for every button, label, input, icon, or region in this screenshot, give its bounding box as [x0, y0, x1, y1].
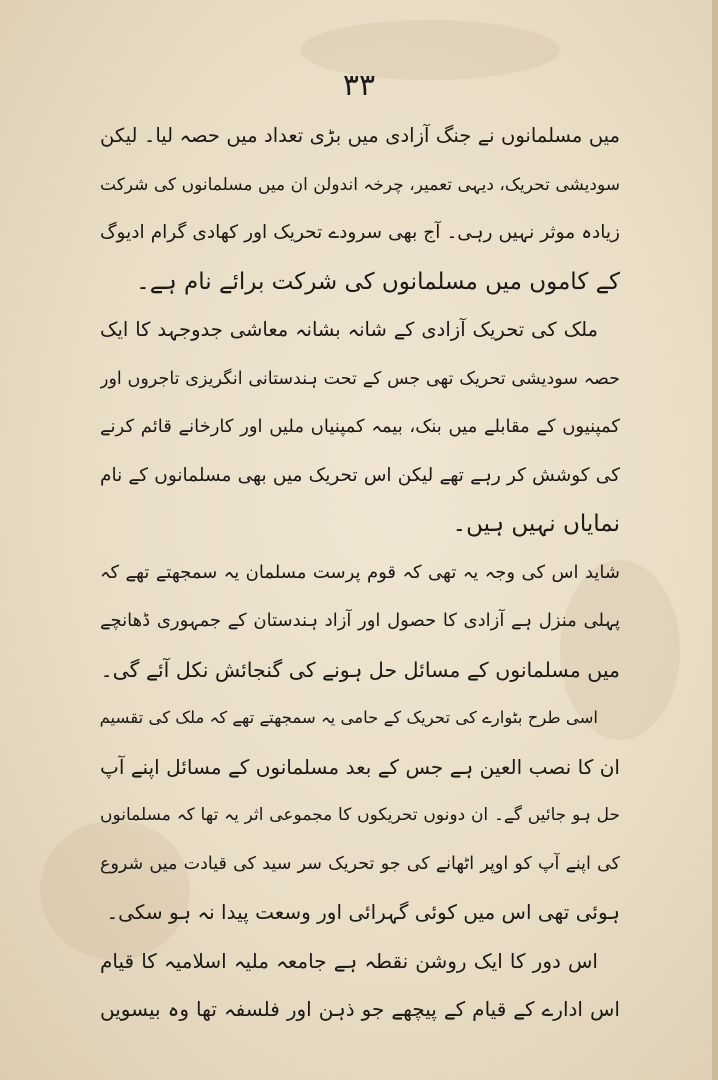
text-line: ہوئی تھی اس میں کوئی گہرائی اور وسعت پیدا نہ ہو سکی۔	[106, 900, 620, 924]
page-number: ۳۳	[342, 68, 376, 103]
text-line: اس ادارے کے قیام کے پیچھے جو ذہن اور فلسفہ تھا وہ بیسویں	[100, 997, 620, 1021]
text-line: حل ہو جائیں گے۔ ان دونوں تحریکوں کا مجموعی اثر یہ تھا کہ مسلمانوں	[100, 805, 620, 825]
body-text	[100, 112, 620, 1034]
text-line: اس دور کا ایک روشن نقطہ ہے جامعہ ملیہ اسلامیہ کا قیام	[100, 948, 598, 973]
text-line: میں مسلمانوں کے مسائل حل ہونے کی گنجائش نکل آئے گی۔	[100, 657, 620, 682]
text-line: پہلی منزل ہے آزادی کا حصول اور آزاد ہندستان کے جمہوری ڈھانچے	[100, 610, 620, 631]
text-line: کمپنیوں کے مقابلے میں بنک، بیمہ کمپنیاں ملیں اور کارخانے قائم کرنے	[100, 416, 620, 437]
text-line: شاید اس کی وجہ یہ تھی کہ قوم پرست مسلمان یہ سمجھتے تھے کہ	[100, 561, 620, 583]
text-line: سودیشی تحریک، دیہی تعمیر، چرخہ اندولن ان میں مسلمانوں کی شرکت	[100, 174, 620, 195]
text-line: میں مسلمانوں نے جنگ آزادی میں بڑی تعداد میں حصہ لیا۔ لیکن	[100, 124, 620, 147]
text-line: کی اپنے آپ کو اوپر اٹھانے کی جو تحریک سر سید کی قیادت میں شروع	[100, 853, 620, 874]
text-line: ملک کی تحریک آزادی کے شانہ بشانہ معاشی جدوجہد کا ایک	[100, 318, 598, 341]
text-line: اسی طرح بٹوارے کی تحریک کے حامی یہ سمجھتے تھے کہ ملک کی تقسیم	[100, 708, 598, 727]
text-line: کے کاموں میں مسلمانوں کی شرکت برائے نام ہے۔	[136, 268, 620, 295]
text-line: نمایاں نہیں ہیں۔	[452, 511, 620, 537]
text-line: کی کوشش کر رہے تھے لیکن اس تحریک میں بھی مسلمانوں کے نام	[100, 464, 620, 486]
text-line: حصہ سودیشی تحریک تھی جس کے تحت ہندستانی انگریزی تاجروں اور	[100, 368, 620, 389]
text-line: زیادہ موثر نہیں رہی۔ آج بھی سرودے تحریک اور کھادی گرام ادیوگ	[100, 222, 620, 243]
text-line: ان کا نصب العین ہے جس کے بعد مسلمانوں کے مسائل اپنے آپ	[100, 754, 620, 779]
